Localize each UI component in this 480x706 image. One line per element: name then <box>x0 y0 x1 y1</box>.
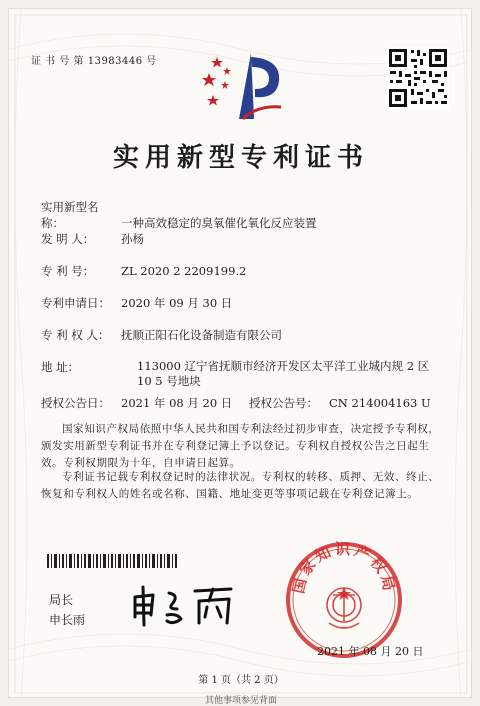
field-value: 一种高效稳定的臭氧催化氧化反应装置 <box>121 216 317 230</box>
field-label: 专 利 号： <box>41 264 95 278</box>
field-label: 专利申请日： <box>41 296 110 310</box>
footer-note: 其他事项参见背面 <box>204 696 277 706</box>
field-patentee <box>41 327 282 343</box>
field-grant-number <box>249 395 431 411</box>
field-inventor <box>41 231 144 247</box>
seal-date: 2021 年 08 月 20 日 <box>317 645 424 658</box>
field-value: CN 214004163 U <box>329 396 431 410</box>
field-value: 2020 年 09 月 30 日 <box>121 296 233 310</box>
certificate-number: 证 书 号 第 13983446 号 <box>31 56 157 67</box>
patent-office-emblem <box>199 49 283 121</box>
barcode <box>47 554 177 568</box>
signatory-title: 局长 <box>49 593 74 607</box>
field-label: 授权公告号： <box>249 396 318 410</box>
field-label: 专 利 权 人： <box>41 328 110 342</box>
handwritten-signature <box>129 583 249 629</box>
field-label: 地 址： <box>41 360 80 374</box>
legal-status-paragraph: 专利证书记载专利权登记时的法律状况。专利权的转移、质押、无效、终止、恢复和专利权人的姓名或名称、国籍、地址变更等事项记载在专利登记簿上。 <box>41 471 440 500</box>
field-label: 实用新型名称： <box>41 200 99 230</box>
field-utility-name <box>41 199 317 231</box>
official-seal <box>285 541 403 659</box>
signatory-name: 申长雨 <box>49 613 86 627</box>
field-filing-date <box>41 295 232 311</box>
seal-text: 国家知识产权局 <box>289 541 399 596</box>
field-value: 孙杨 <box>121 232 144 246</box>
certificate-sheet <box>8 8 472 706</box>
field-value: 2021 年 08 月 20 日 <box>121 396 233 410</box>
qr-code <box>387 47 449 109</box>
field-value: 113000 辽宁省抚顺市经济开发区太平洋工业城内规 2 区 10 5 号地块 <box>137 359 430 388</box>
certificate-title: 实用新型专利证书 <box>112 143 369 173</box>
field-value: ZL 2020 2 2209199.2 <box>121 264 247 278</box>
field-label: 发 明 人： <box>41 232 95 246</box>
field-label: 授权公告日： <box>41 396 110 410</box>
field-address <box>41 359 461 391</box>
field-value: 抚顺正阳石化设备制造有限公司 <box>121 328 282 342</box>
grant-paragraph: 国家知识产权局依照中华人民共和国专利法经过初步审查，决定授予专利权，颁发实用新型专利证书并在专利登记簿上予以登记。专利权自授权公告之日起生效。专利权期限为十年，自申请日起算。 <box>41 423 440 469</box>
field-grant-date <box>41 395 232 411</box>
field-patent-number <box>41 263 246 279</box>
page-number: 第 1 页（共 2 页） <box>198 675 284 686</box>
